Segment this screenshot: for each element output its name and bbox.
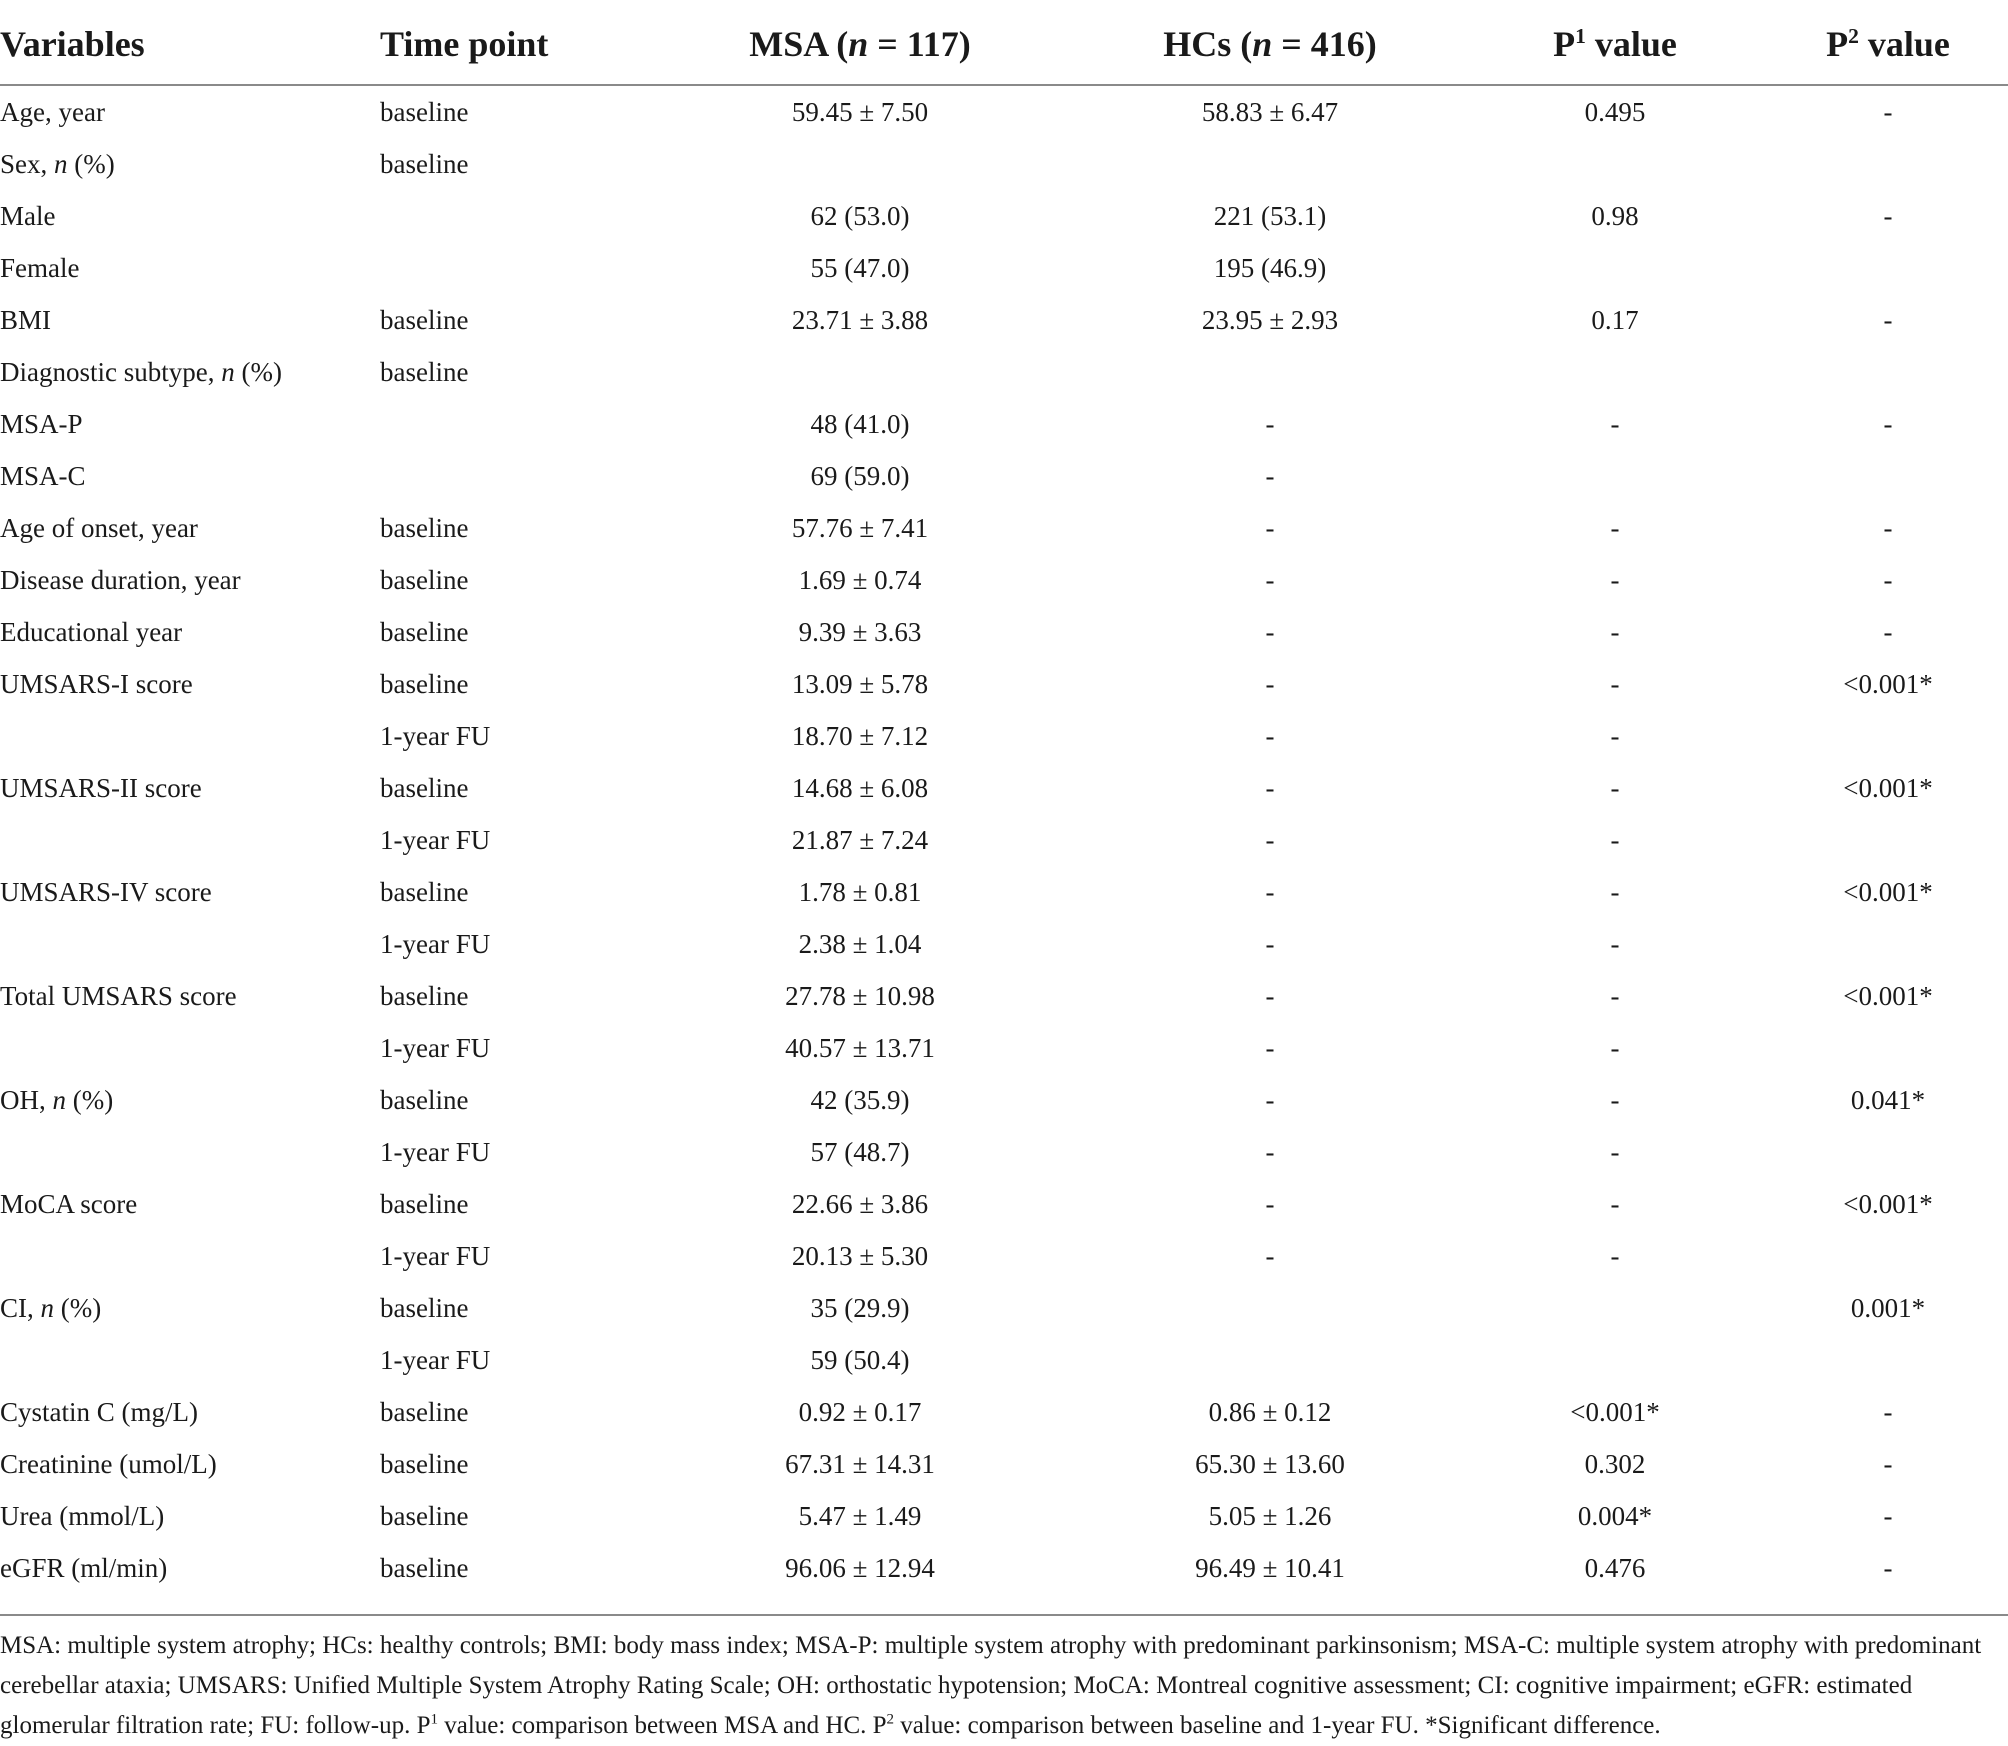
cell-hcs: -	[1265, 877, 1275, 907]
table-row	[0, 1230, 2008, 1282]
table-row	[0, 1178, 2008, 1230]
cell-hcs: -	[1265, 461, 1275, 491]
cell-time-point: baseline	[380, 565, 469, 595]
cell-hcs: 221 (53.1)	[1213, 201, 1327, 231]
cell-hcs: -	[1265, 1241, 1275, 1271]
cell-time-point: baseline	[380, 513, 469, 543]
cell-p2: <0.001*	[1843, 773, 1933, 803]
cell-time-point: baseline	[380, 357, 469, 387]
cell-p2: <0.001*	[1843, 877, 1933, 907]
cell-p2: -	[1883, 565, 1893, 595]
cell-p2: -	[1883, 201, 1893, 231]
cell-variable: UMSARS-IV score	[0, 877, 212, 907]
cell-variable: OH, n (%)	[0, 1085, 114, 1115]
cell-time-point: baseline	[380, 1085, 469, 1115]
cell-time-point: baseline	[380, 1189, 469, 1219]
cell-p2: -	[1883, 513, 1893, 543]
cell-msa: 57.76 ± 7.41	[791, 513, 929, 543]
cell-p1: 0.302	[1584, 1449, 1646, 1479]
cell-msa: 48 (41.0)	[810, 409, 910, 439]
cell-variable: Creatinine (umol/L)	[0, 1449, 217, 1479]
cell-msa: 9.39 ± 3.63	[798, 617, 922, 647]
cell-p2: <0.001*	[1843, 981, 1933, 1011]
cell-p1: -	[1610, 1189, 1620, 1219]
header-p1-value: $P^1$ value	[1553, 24, 1677, 64]
cell-time-point: 1-year FU	[380, 1345, 491, 1375]
cell-variable: UMSARS-II score	[0, 773, 202, 803]
cell-time-point: baseline	[380, 1397, 469, 1427]
cell-p1: -	[1610, 409, 1620, 439]
cell-p1: 0.476	[1584, 1553, 1646, 1583]
cell-hcs: -	[1265, 513, 1275, 543]
cell-time-point: 1-year FU	[380, 929, 491, 959]
cell-msa: 1.78 ± 0.81	[798, 877, 922, 907]
table-row	[0, 1074, 2008, 1126]
cell-msa: 22.66 ± 3.86	[791, 1189, 929, 1219]
cell-variable: CI, n (%)	[0, 1293, 102, 1323]
cell-msa: 57 (48.7)	[810, 1137, 910, 1167]
table-header-row	[0, 0, 2008, 86]
cell-time-point: baseline	[380, 669, 469, 699]
table-row	[0, 1126, 2008, 1178]
cell-msa: 27.78 ± 10.98	[785, 981, 935, 1011]
cell-msa: 21.87 ± 7.24	[791, 825, 929, 855]
table-row	[0, 190, 2008, 242]
cell-p2: -	[1883, 1449, 1893, 1479]
cell-time-point: 1-year FU	[380, 825, 491, 855]
cell-p1: -	[1610, 721, 1620, 751]
cell-msa: 2.38 ± 1.04	[798, 929, 922, 959]
cell-p2: -	[1883, 1501, 1893, 1531]
cell-p1: -	[1610, 1241, 1620, 1271]
table-row	[0, 86, 2008, 138]
cell-p1: 0.17	[1591, 305, 1639, 335]
cell-variable: MoCA score	[0, 1189, 138, 1219]
cell-hcs: -	[1265, 1085, 1275, 1115]
table-row	[0, 918, 2008, 970]
table-row	[0, 1386, 2008, 1438]
cell-hcs: 5.05 ± 1.26	[1208, 1501, 1332, 1531]
table-footnote: MSA: multiple system atrophy; HCs: healthy controls; BMI: body mass index; MSA-P: multiple system atrophy with predominant parkinsonism; MSA-C: multiple system atrophy with predominant cerebellar ataxia; UMSARS: Unified Multiple System Atrophy Rating Scale; OH: orthostatic hypotension; MoCA: Montreal cognitive assessment; CI: cognitive impairment; eGFR: estimated glomerular filtration rate; FU: follow-up. $P^1$ value: comparison between MSA and HC. $P^2$ value: comparison between baseline and 1-year FU. *Significant difference.	[0, 1632, 1982, 1739]
table-row	[0, 242, 2008, 294]
cell-p1: <0.001*	[1570, 1397, 1660, 1427]
cell-msa: 18.70 ± 7.12	[791, 721, 929, 751]
cell-p1: 0.495	[1584, 97, 1646, 127]
cell-p2: -	[1883, 305, 1893, 335]
cell-msa: 69 (59.0)	[810, 461, 910, 491]
table-row	[0, 866, 2008, 918]
cell-time-point: baseline	[380, 981, 469, 1011]
cell-msa: 59 (50.4)	[810, 1345, 910, 1375]
cell-p1: -	[1610, 1085, 1620, 1115]
cell-hcs: 0.86 ± 0.12	[1208, 1397, 1332, 1427]
cell-time-point: 1-year FU	[380, 1033, 491, 1063]
cell-hcs: 65.30 ± 13.60	[1195, 1449, 1345, 1479]
table-row	[0, 1490, 2008, 1542]
cell-variable: MSA-C	[0, 461, 86, 491]
cell-msa: 35 (29.9)	[810, 1293, 910, 1323]
cell-time-point: baseline	[380, 1293, 469, 1323]
cell-time-point: baseline	[380, 149, 469, 179]
cell-time-point: baseline	[380, 305, 469, 335]
table-row	[0, 502, 2008, 554]
cell-hcs: -	[1265, 721, 1275, 751]
table-row	[0, 606, 2008, 658]
cell-msa: 0.92 ± 0.17	[798, 1397, 922, 1427]
cell-time-point: baseline	[380, 1449, 469, 1479]
cell-msa: 14.68 ± 6.08	[791, 773, 929, 803]
cell-time-point: 1-year FU	[380, 721, 491, 751]
table-row	[0, 138, 2008, 190]
cell-hcs: -	[1265, 825, 1275, 855]
cell-p1: -	[1610, 1033, 1620, 1063]
cell-variable: Total UMSARS score	[0, 981, 237, 1011]
header-time-point: Time point	[380, 24, 549, 64]
cell-msa: 96.06 ± 12.94	[785, 1553, 935, 1583]
cell-p2: -	[1883, 617, 1893, 647]
cell-msa: 20.13 ± 5.30	[791, 1241, 929, 1271]
cell-msa: 55 (47.0)	[810, 253, 910, 283]
cell-variable: Cystatin C (mg/L)	[0, 1397, 198, 1427]
cell-hcs: -	[1265, 1033, 1275, 1063]
cell-p1: -	[1610, 669, 1620, 699]
cell-p1: 0.004*	[1577, 1501, 1653, 1531]
cell-variable: Female	[0, 253, 80, 283]
cell-msa: 42 (35.9)	[810, 1085, 910, 1115]
cell-p1: -	[1610, 565, 1620, 595]
cell-hcs: -	[1265, 409, 1275, 439]
table-row	[0, 814, 2008, 866]
cell-p2: 0.041*	[1850, 1085, 1926, 1115]
header-msa: MSA (n = 117)	[749, 24, 971, 64]
cell-variable: Urea (mmol/L)	[0, 1501, 165, 1531]
cell-p1: -	[1610, 1137, 1620, 1167]
cell-msa: 5.47 ± 1.49	[798, 1501, 922, 1531]
cell-p2: 0.001*	[1850, 1293, 1926, 1323]
cell-time-point: 1-year FU	[380, 1137, 491, 1167]
cell-p2: <0.001*	[1843, 669, 1933, 699]
cell-hcs: 58.83 ± 6.47	[1201, 97, 1339, 127]
cell-time-point: 1-year FU	[380, 1241, 491, 1271]
cell-variable: Diagnostic subtype, n (%)	[0, 357, 282, 387]
cell-hcs: -	[1265, 1137, 1275, 1167]
cell-hcs: -	[1265, 773, 1275, 803]
cell-p2: -	[1883, 97, 1893, 127]
cell-time-point: baseline	[380, 97, 469, 127]
table-row	[0, 1282, 2008, 1334]
table-row	[0, 294, 2008, 346]
cell-variable: Educational year	[0, 617, 183, 647]
cell-variable: Age, year	[0, 97, 105, 127]
table-row	[0, 970, 2008, 1022]
table-row	[0, 762, 2008, 814]
table-row	[0, 1438, 2008, 1490]
cell-variable: Disease duration, year	[0, 565, 241, 595]
cell-variable: Male	[0, 201, 56, 231]
cell-hcs: -	[1265, 565, 1275, 595]
header-variables: Variables	[0, 24, 145, 64]
cell-variable: eGFR (ml/min)	[0, 1553, 168, 1583]
cell-p1: -	[1610, 825, 1620, 855]
cell-p2: -	[1883, 409, 1893, 439]
cell-variable: UMSARS-I score	[0, 669, 193, 699]
cell-msa: 1.69 ± 0.74	[798, 565, 922, 595]
cell-variable: MSA-P	[0, 409, 83, 439]
table-row	[0, 658, 2008, 710]
cell-variable: Sex, n (%)	[0, 149, 115, 179]
cell-variable: Age of onset, year	[0, 513, 198, 543]
cell-hcs: 195 (46.9)	[1213, 253, 1327, 283]
cell-time-point: baseline	[380, 773, 469, 803]
cell-msa: 62 (53.0)	[810, 201, 910, 231]
cell-p1: -	[1610, 617, 1620, 647]
cell-msa: 40.57 ± 13.71	[785, 1033, 935, 1063]
cell-p1: -	[1610, 981, 1620, 1011]
cell-hcs: -	[1265, 669, 1275, 699]
cell-hcs: -	[1265, 929, 1275, 959]
table-row	[0, 1334, 2008, 1386]
cell-msa: 59.45 ± 7.50	[791, 97, 929, 127]
table-row	[0, 398, 2008, 450]
table-row	[0, 1542, 2008, 1594]
cell-time-point: baseline	[380, 1553, 469, 1583]
cell-p1: -	[1610, 513, 1620, 543]
cell-hcs: -	[1265, 1189, 1275, 1219]
table-row	[0, 554, 2008, 606]
table-row	[0, 346, 2008, 398]
cell-variable: BMI	[0, 305, 52, 335]
table-row	[0, 1022, 2008, 1074]
cell-msa: 23.71 ± 3.88	[791, 305, 929, 335]
cell-hcs: 96.49 ± 10.41	[1195, 1553, 1345, 1583]
cell-hcs: 23.95 ± 2.93	[1201, 305, 1339, 335]
cell-time-point: baseline	[380, 877, 469, 907]
cell-hcs: -	[1265, 617, 1275, 647]
cell-p1: -	[1610, 773, 1620, 803]
table-row	[0, 450, 2008, 502]
cell-p2: -	[1883, 1397, 1893, 1427]
cell-p1: 0.98	[1591, 201, 1639, 231]
cell-msa: 13.09 ± 5.78	[791, 669, 929, 699]
cell-time-point: baseline	[380, 1501, 469, 1531]
cell-p1: -	[1610, 877, 1620, 907]
cell-msa: 67.31 ± 14.31	[785, 1449, 935, 1479]
table-row	[0, 710, 2008, 762]
cell-hcs: -	[1265, 981, 1275, 1011]
table-bottom-rule	[0, 1614, 2008, 1616]
cell-p2: -	[1883, 1553, 1893, 1583]
header-hcs: HCs (n = 416)	[1163, 24, 1377, 64]
cell-p1: -	[1610, 929, 1620, 959]
cell-p2: <0.001*	[1843, 1189, 1933, 1219]
cell-time-point: baseline	[380, 617, 469, 647]
header-p2-value: $P^2$ value	[1826, 24, 1950, 64]
